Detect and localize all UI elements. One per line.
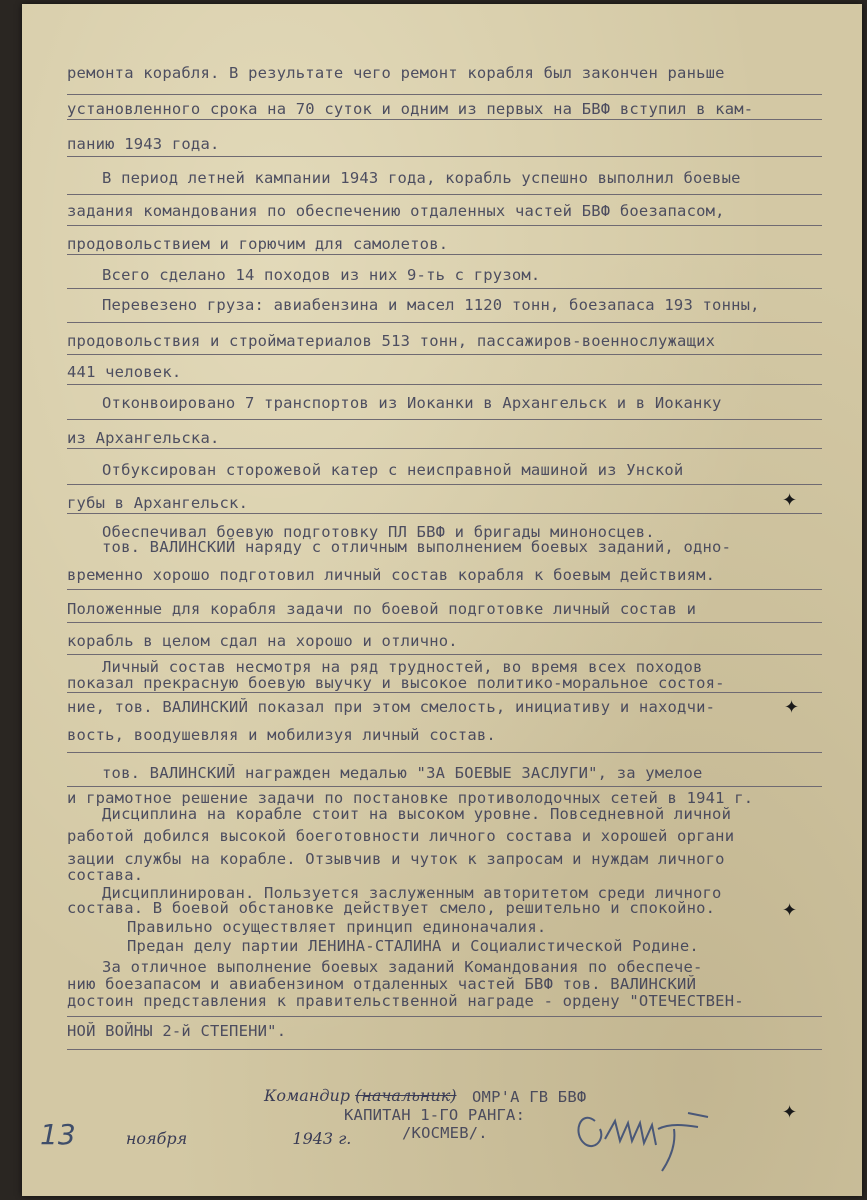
commander-title-prefix: Командир — [264, 1086, 351, 1105]
text-line: работой добился высокой боеготовности личного состава и хорошей органи — [67, 827, 735, 845]
text-line: Правильно осуществляет принцип единоначалия. — [127, 918, 547, 936]
text-line: из Архангельска. — [67, 429, 220, 447]
text-line: Дисциплина на корабле стоит на высоком уровне. Повседневной личной — [102, 805, 732, 823]
rule-line — [67, 786, 822, 787]
rule-line — [67, 513, 822, 514]
rule-line — [67, 119, 822, 120]
text-line: задания командования по обеспечению отдаленных частей БВФ боезапасом, — [67, 202, 725, 220]
text-line: показал прекрасную боевую выучку и высокое политико-моральное состоя- — [67, 674, 725, 692]
rule-line — [67, 288, 822, 289]
text-line: зации службы на корабле. Отзывчив и чуток к запросам и нуждам личного — [67, 850, 725, 868]
commander-name: /КОСМЕВ/. — [402, 1124, 488, 1142]
text-line: Дисциплинирован. Пользуется заслуженным авторитетом среди личного — [102, 884, 722, 902]
text-line: В период летней кампании 1943 года, корабль успешно выполнил боевые — [102, 169, 741, 187]
text-line: нию боезапасом и авиабензином отдаленных частей БВФ тов. ВАЛИНСКИЙ — [67, 975, 697, 993]
commander-title-struck: (начальник) — [355, 1086, 457, 1105]
text-line: достоин представления к правительственной награде - ордену "ОТЕЧЕСТВЕН- — [67, 992, 744, 1010]
document-page — [22, 4, 862, 1196]
text-line: панию 1943 года. — [67, 135, 220, 153]
rule-line — [67, 692, 822, 693]
date-month: ноября — [125, 1129, 188, 1148]
commander-rank: КАПИТАН 1-ГО РАНГА: — [344, 1106, 526, 1124]
rule-line — [67, 194, 822, 195]
text-line: ние, тов. ВАЛИНСКИЙ показал при этом смелость, инициативу и находчи- — [67, 698, 716, 716]
rule-line — [67, 225, 822, 226]
date-line — [40, 1118, 351, 1151]
text-line: За отличное выполнение боевых заданий Командования по обеспече- — [102, 958, 703, 976]
text-line: состава. В боевой обстановке действует смело, решительно и спокойно. — [67, 899, 716, 917]
handwritten-signature — [570, 1099, 720, 1179]
date-suffix: г. — [338, 1129, 352, 1148]
binding-mark-icon: ✦ — [782, 1102, 798, 1123]
text-line: Перевезено груза: авиабензина и масел 1120 тонн, боезапаса 193 тонны, — [102, 296, 760, 314]
text-line: Положенные для корабля задачи по боевой подготовке личный состав и — [67, 600, 697, 618]
binding-mark-icon: ✦ — [782, 490, 798, 511]
rule-line — [67, 322, 822, 323]
text-line: Всего сделано 14 походов из них 9-ть с грузом. — [102, 266, 541, 284]
binding-mark-icon: ✦ — [784, 697, 800, 718]
date-year: 1943 — [292, 1129, 334, 1148]
text-line: Отбуксирован сторожевой катер с неисправной машиной из Унской — [102, 461, 684, 479]
text-line: временно хорошо подготовил личный состав корабля к боевым действиям. — [67, 566, 716, 584]
text-line: губы в Архангельск. — [67, 494, 249, 512]
text-line: установленного срока на 70 суток и одним из первых на БВФ вступил в кам- — [67, 100, 754, 118]
rule-line — [67, 1049, 822, 1050]
text-line: и грамотное решение задачи по постановке противолодочных сетей в 1941 г. — [67, 789, 754, 807]
rule-line — [67, 448, 822, 449]
text-line: вость, воодушевляя и мобилизуя личный состав. — [67, 726, 496, 744]
rule-line — [67, 1016, 822, 1017]
text-line: НОЙ ВОЙНЫ 2-й СТЕПЕНИ". — [67, 1022, 287, 1040]
text-line: 441 человек. — [67, 363, 182, 381]
text-line: тов. ВАЛИНСКИЙ наряду с отличным выполнением боевых заданий, одно- — [102, 538, 732, 556]
binding-mark-icon: ✦ — [782, 900, 798, 921]
commander-unit: ОМР'А ГВ БВФ — [472, 1088, 587, 1106]
commander-title — [264, 1086, 457, 1105]
date-day: 13 — [40, 1118, 76, 1151]
text-line: Личный состав несмотря на ряд трудностей, во время всех походов — [102, 658, 703, 676]
text-line: состава. — [67, 866, 144, 884]
rule-line — [67, 94, 822, 95]
rule-line — [67, 622, 822, 623]
rule-line — [67, 484, 822, 485]
rule-line — [67, 354, 822, 355]
text-line: продовольствием и горючим для самолетов. — [67, 235, 449, 253]
text-line: ремонта корабля. В результате чего ремонт корабля был закончен раньше — [67, 64, 725, 82]
text-line: Предан делу партии ЛЕНИНА-СТАЛИНА и Социалистической Родине. — [127, 937, 699, 955]
rule-line — [67, 752, 822, 753]
text-line: тов. ВАЛИНСКИЙ награжден медалью "ЗА БОЕВЫЕ ЗАСЛУГИ", за умелое — [102, 764, 703, 782]
rule-line — [67, 384, 822, 385]
rule-line — [67, 156, 822, 157]
rule-line — [67, 254, 822, 255]
rule-line — [67, 419, 822, 420]
text-line: продовольствия и стройматериалов 513 тонн, пассажиров-военнослужащих — [67, 332, 716, 350]
text-line: Отконвоировано 7 транспортов из Иоканки в Архангельск и в Иоканку — [102, 394, 722, 412]
text-line: корабль в целом сдал на хорошо и отлично. — [67, 632, 458, 650]
rule-line — [67, 589, 822, 590]
rule-line — [67, 654, 822, 655]
text-line: Обеспечивал боевую подготовку ПЛ БВФ и бригады миноносцев. — [102, 523, 655, 541]
